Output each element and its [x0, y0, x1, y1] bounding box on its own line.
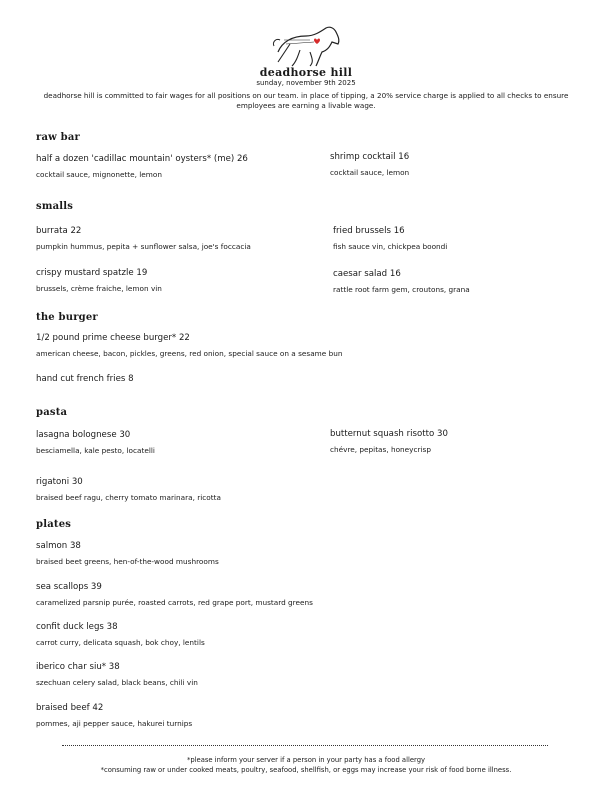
menu-item-shrimp-cocktail: shrimp cocktail 16	[330, 152, 410, 162]
menu-item-salmon-desc: braised beet greens, hen-of-the-wood mushrooms	[36, 557, 219, 566]
menu-item-duck-legs-desc: carrot curry, delicata squash, bok choy, lentils	[36, 638, 205, 647]
restaurant-title: deadhorse hill	[259, 66, 353, 79]
menu-item-duck-legs: confit duck legs 38	[36, 622, 118, 632]
service-charge-notice: deadhorse hill is committed to fair wages for all positions on our team. in place of tipping, a 20% service charge is applied to all checks to ensure employees are earning a livable wage.	[43, 91, 569, 110]
horse-logo-icon	[270, 22, 348, 68]
section-title-raw-bar: raw bar	[36, 132, 80, 143]
menu-date: sunday, november 9th 2025	[256, 79, 356, 87]
menu-item-char-siu: iberico char siu* 38	[36, 662, 120, 672]
menu-item-cheese-burger-desc: american cheese, bacon, pickles, greens, red onion, special sauce on a sesame bun	[36, 349, 343, 358]
menu-item-fried-brussels-desc: fish sauce vin, chickpea boondi	[333, 242, 448, 251]
menu-item-oysters-desc: cocktail sauce, mignonette, lemon	[36, 170, 162, 179]
menu-item-caesar-salad: caesar salad 16	[333, 269, 401, 279]
menu-item-cheese-burger: 1/2 pound prime cheese burger* 22	[36, 333, 190, 343]
menu-item-salmon: salmon 38	[36, 541, 81, 551]
menu-item-lasagna: lasagna bolognese 30	[36, 430, 131, 440]
section-title-smalls: smalls	[36, 201, 74, 212]
menu-item-sea-scallops: sea scallops 39	[36, 582, 102, 592]
section-title-the-burger: the burger	[36, 312, 98, 323]
section-title-pasta: pasta	[36, 407, 68, 418]
footer-divider	[62, 745, 548, 746]
menu-item-caesar-salad-desc: rattle root farm gem, croutons, grana	[333, 285, 470, 294]
allergy-note: *please inform your server if a person in your party has a food allergy	[186, 756, 426, 764]
raw-food-warning: *consuming raw or under cooked meats, poultry, seafood, shellfish, or eggs may increase your risk of food borne illness.	[100, 766, 512, 774]
menu-item-risotto: butternut squash risotto 30	[330, 429, 448, 439]
menu-item-braised-beef-desc: pommes, aji pepper sauce, hakurei turnips	[36, 719, 193, 728]
menu-item-braised-beef: braised beef 42	[36, 703, 104, 713]
menu-item-risotto-desc: chévre, pepitas, honeycrisp	[330, 445, 431, 454]
menu-item-fried-brussels: fried brussels 16	[333, 226, 405, 236]
menu-item-shrimp-cocktail-desc: cocktail sauce, lemon	[330, 168, 410, 177]
menu-item-french-fries: hand cut french fries 8	[36, 374, 134, 384]
menu-item-lasagna-desc: besciamella, kale pesto, locatelli	[36, 446, 155, 455]
section-title-plates: plates	[36, 519, 72, 530]
menu-item-spatzle-desc: brussels, crème fraiche, lemon vin	[36, 284, 162, 293]
menu-item-rigatoni-desc: braised beef ragu, cherry tomato marinara, ricotta	[36, 493, 221, 502]
menu-item-rigatoni: rigatoni 30	[36, 477, 83, 487]
menu-item-spatzle: crispy mustard spatzle 19	[36, 268, 148, 278]
menu-item-char-siu-desc: szechuan celery salad, black beans, chili vin	[36, 678, 198, 687]
menu-item-oysters: half a dozen 'cadillac mountain' oysters* (me) 26	[36, 154, 248, 164]
menu-item-sea-scallops-desc: caramelized parsnip purée, roasted carrots, red grape port, mustard greens	[36, 598, 313, 607]
menu-item-burrata: burrata 22	[36, 226, 82, 236]
menu-item-burrata-desc: pumpkin hummus, pepita + sunflower salsa, joe's foccacia	[36, 242, 251, 251]
